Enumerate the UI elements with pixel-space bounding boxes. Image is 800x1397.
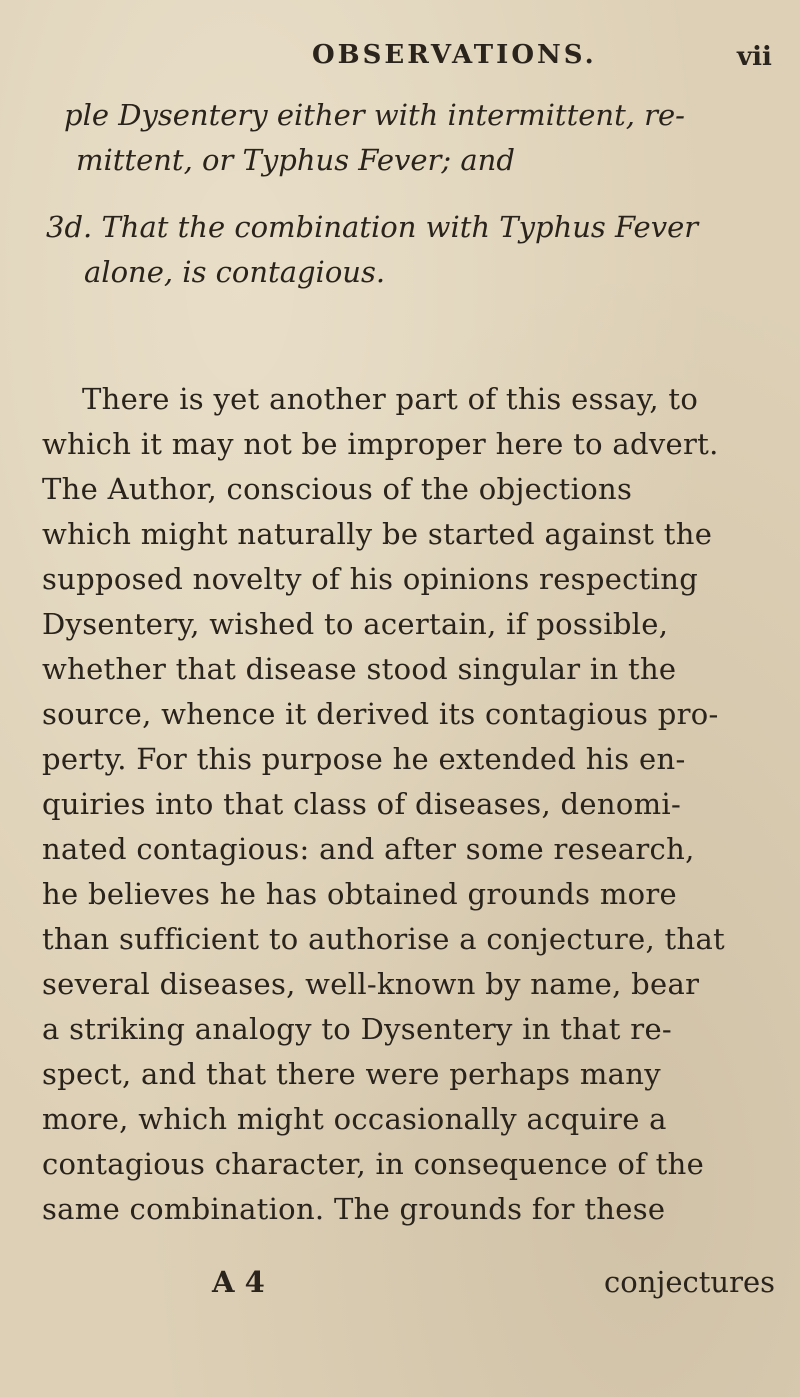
- text-line: 3d. That the combination with Typhus Fever: [46, 210, 699, 244]
- page-footer: [0, 1265, 800, 1305]
- text-line: supposed novelty of his opinions respecting: [42, 562, 699, 596]
- text-line: same combination. The grounds for these: [42, 1192, 666, 1226]
- text-line: spect, and that there were perhaps many: [42, 1057, 661, 1091]
- signature-mark: A 4: [212, 1265, 265, 1299]
- text-line: source, whence it derived its contagious pro-: [42, 697, 719, 731]
- text-line: The Author, conscious of the objections: [42, 472, 633, 506]
- text-line: ple Dysentery either with intermittent, re-: [64, 98, 685, 132]
- text-line: alone, is contagious.: [84, 255, 386, 289]
- text-line: whether that disease stood singular in the: [42, 652, 677, 686]
- text-line: quiries into that class of diseases, denomi-: [42, 787, 682, 821]
- page-header: [0, 40, 800, 80]
- text-line: mittent, or Typhus Fever; and: [76, 143, 515, 177]
- text-line: perty. For this purpose he extended his en-: [42, 742, 686, 776]
- text-line: which it may not be improper here to advert.: [42, 427, 719, 461]
- text-line: more, which might occasionally acquire a: [42, 1102, 667, 1136]
- page-number: vii: [737, 42, 772, 72]
- catchword: conjectures: [604, 1265, 776, 1299]
- text-line: which might naturally be started against the: [42, 517, 713, 551]
- text-line: Dysentery, wished to acertain, if possible,: [42, 607, 669, 641]
- running-head: OBSERVATIONS.: [312, 40, 597, 70]
- text-line: he believes he has obtained grounds more: [42, 877, 678, 911]
- text-line: a striking analogy to Dysentery in that re-: [42, 1012, 672, 1046]
- text-line: than sufficient to authorise a conjecture, that: [42, 922, 725, 956]
- text-line: There is yet another part of this essay, to: [82, 382, 699, 416]
- text-line: nated contagious: and after some research,: [42, 832, 695, 866]
- text-line: contagious character, in consequence of the: [42, 1147, 705, 1181]
- text-line: several diseases, well-known by name, bear: [42, 967, 700, 1001]
